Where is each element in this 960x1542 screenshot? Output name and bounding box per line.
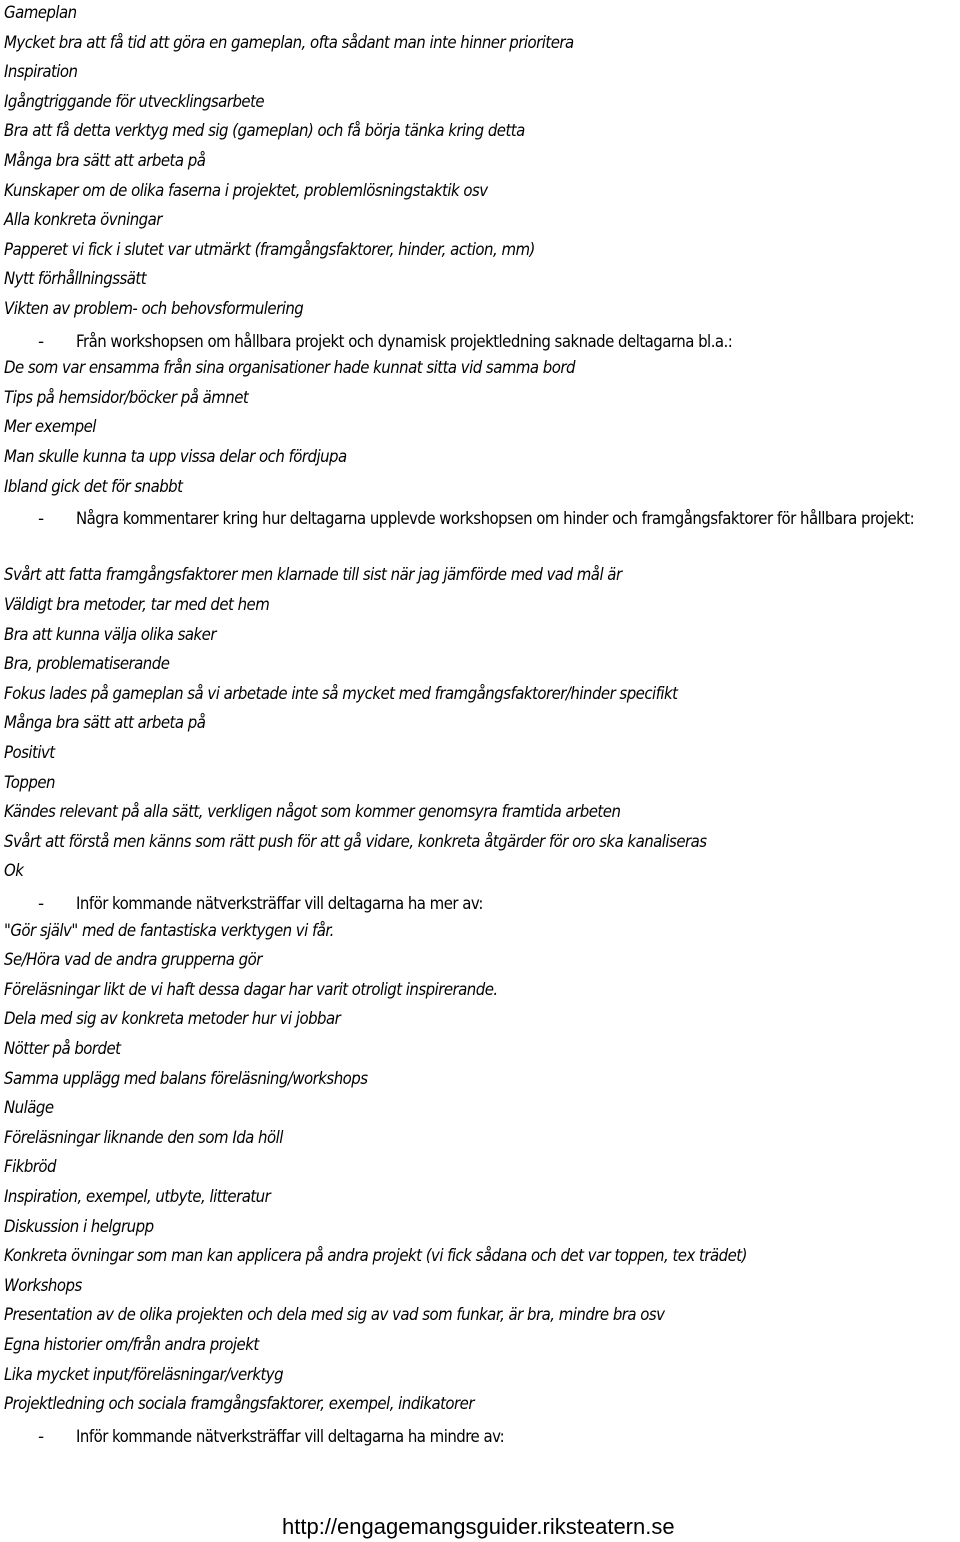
text-line: Nuläge [4,1098,54,1119]
text-line: Föreläsningar liknande den som Ida höll [4,1127,283,1148]
text-line: Gameplan [4,3,77,23]
text-line: Diskussion i helgrupp [4,1216,154,1237]
text-line: Egna historier om/från andra projekt [4,1335,259,1355]
text-line: Man skulle kunna ta upp vissa delar och fördjupa [4,447,347,467]
text-line: Bra, problematiserande [4,654,170,675]
text-line: "Gör själv" med de fantastiska verktygen vi får. [4,920,334,941]
text-line: Föreläsningar likt de vi haft dessa dagar har varit otroligt inspirerande. [4,979,498,1000]
text-line: Kunskaper om de olika faserna i projektet, problemlösningstaktik osv [4,180,488,201]
text-line: Positivt [4,743,55,763]
text-line: Tips på hemsidor/böcker på ämnet [4,387,249,408]
text-line: Alla konkreta övningar [4,210,162,231]
text-line: Mer exempel [4,417,96,438]
footer-url: http://engagemangsguider.riksteatern.se [282,1514,675,1539]
text-line: Många bra sätt att arbeta på [4,151,206,171]
text-line: Fikbröd [4,1157,57,1178]
bullet-dash: - [38,1426,44,1447]
text-line: Ibland gick det för snabbt [4,476,183,497]
text-line: Projektledning och sociala framgångsfaktorer, exempel, indikatorer [4,1394,474,1415]
text-line: Konkreta övningar som man kan applicera på andra projekt (vi fick sådana och det var toppen, tex trädet) [4,1246,747,1267]
bullet-text: Inför kommande nätverksträffar vill deltagarna ha mer av: [76,894,483,914]
text-line: De som var ensamma från sina organisationer hade kunnat sitta vid samma bord [4,358,575,379]
text-line: Se/Höra vad de andra grupperna gör [4,950,262,971]
bullet-text: Några kommentarer kring hur deltagarna upplevde workshopsen om hinder och framgångsfaktorer för hållbara projekt: [76,509,915,530]
text-line: Många bra sätt att arbeta på [4,713,206,734]
bullet-text: Inför kommande nätverksträffar vill deltagarna ha mindre av: [76,1426,505,1447]
bullet-text: Från workshopsen om hållbara projekt och dynamisk projektledning saknade deltagarna bl.a.: [76,331,733,352]
text-line: Presentation av de olika projekten och dela med sig av vad som funkar, är bra, mindre bra osv [4,1305,665,1326]
text-line: Bra att kunna välja olika saker [4,624,216,645]
text-line: Mycket bra att få tid att göra en gameplan, ofta sådant man inte hinner prioritera [4,32,574,53]
text-line: Nytt förhållningssätt [4,269,147,290]
text-line: Bra att få detta verktyg med sig (gameplan) och få börja tänka kring detta [4,121,525,142]
text-line: Ok [4,861,24,882]
text-line: Vikten av problem- och behovsformulering [4,299,304,319]
text-line: Workshops [4,1275,82,1296]
text-line: Inspiration, exempel, utbyte, litteratur [4,1187,271,1207]
text-line: Lika mycket input/föreläsningar/verktyg [4,1364,284,1385]
text-line: Samma upplägg med balans föreläsning/workshops [4,1068,368,1089]
text-line: Väldigt bra metoder, tar med det hem [4,595,270,615]
text-line: Kändes relevant på alla sätt, verkligen något som kommer genomsyra framtida arbeten [4,802,621,823]
text-line: Nötter på bordet [4,1039,121,1059]
text-line: Fokus lades på gameplan så vi arbetade inte så mycket med framgångsfaktorer/hinder specifikt [4,683,678,704]
text-line: Toppen [4,772,55,793]
bullet-dash: - [38,331,44,352]
bullet-dash: - [38,509,44,530]
text-line: Dela med sig av konkreta metoder hur vi jobbar [4,1009,341,1030]
text-line: Svårt att förstå men känns som rätt push för att gå vidare, konkreta åtgärder för oro ska kanaliseras [4,831,707,852]
bullet-dash: - [38,894,44,914]
text-line: Papperet vi fick i slutet var utmärkt (framgångsfaktorer, hinder, action, mm) [4,239,535,260]
text-line: Svårt att fatta framgångsfaktorer men klarnade till sist när jag jämförde med vad mål är [4,565,622,586]
text-line: Inspiration [4,62,78,83]
text-line: Igångtriggande för utvecklingsarbete [4,91,265,112]
